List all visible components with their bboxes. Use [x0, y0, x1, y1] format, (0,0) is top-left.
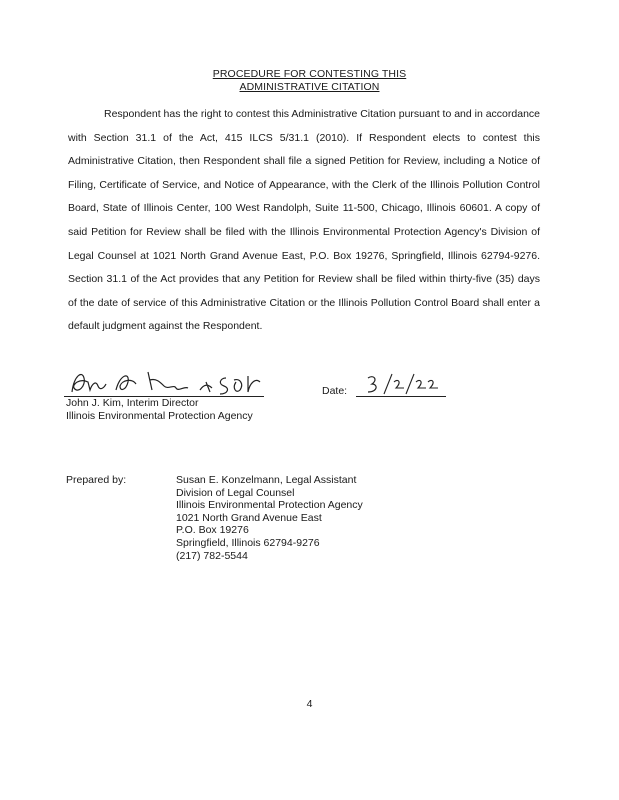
handwritten-date-block [356, 370, 448, 398]
handwritten-signature [64, 364, 274, 398]
signer-name-title: John J. Kim, Interim Director [66, 397, 199, 409]
procedure-heading-line1: PROCEDURE FOR CONTESTING THIS [212, 68, 407, 80]
handwritten-date [356, 370, 448, 398]
signature-block [64, 364, 274, 398]
date-label: Date: [322, 385, 348, 397]
prepared-by-block [176, 474, 363, 562]
preparer-line: Susan E. Konzelmann, Legal Assistant [176, 474, 357, 486]
procedure-heading-line2: ADMINISTRATIVE CITATION [239, 81, 380, 93]
procedure-paragraph: Respondent has the right to contest this Administrative Citation pursuant to and in accordance with Section 31.1 of the Act, 415 ILCS 5/31.1 (2010). If Respondent elects to contest this Administrative Citation, then Respondent shall file a signed Petition for Review, including a Notice of Filing, Certificate of Service, and Notice of Appearance, with the Clerk of the Illinois Pollution Control Board, State of Illinois Center, 100 West Randolph, Suite 11-500, Chicago, Illinois 60601. A copy of said Petition for Review shall be filed with the Illinois Environmental Protection Agency's Division of Legal Counsel at 1021 North Grand Avenue East, P.O. Box 19276, Springfield, Illinois 62794-9276. Section 31.1 of the Act provides that any Petition for Review shall be filed within thirty-five (35) days of the date of service of this Administrative Citation or the Illinois Pollution Control Board shall enter a default judgment against the Respondent. [68, 108, 541, 333]
preparer-line: Division of Legal Counsel [176, 486, 295, 499]
preparer-line: Illinois Environmental Protection Agency [176, 499, 363, 512]
date-line [356, 396, 446, 397]
preparer-line: Springfield, Illinois 62794-9276 [176, 536, 320, 549]
preparer-line: P.O. Box 19276 [176, 524, 249, 537]
preparer-line: (217) 782-5544 [176, 549, 248, 562]
preparer-line: 1021 North Grand Avenue East [176, 511, 322, 524]
page-number: 4 [306, 698, 313, 710]
signer-organization: Illinois Environmental Protection Agency [66, 410, 253, 422]
prepared-by-label: Prepared by: [66, 474, 127, 486]
